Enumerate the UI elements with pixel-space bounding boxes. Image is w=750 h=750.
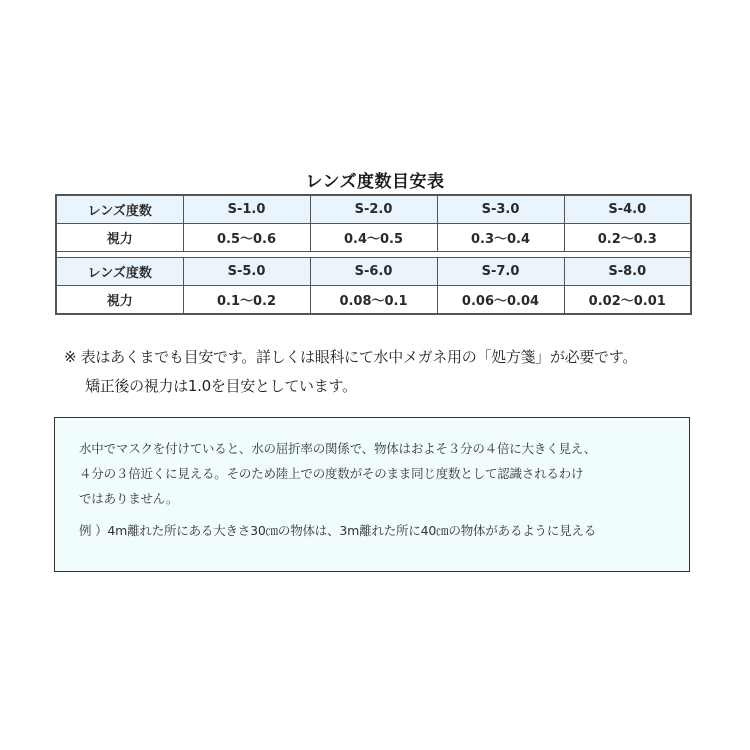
vision-cell: 0.2〜0.3: [564, 224, 691, 252]
power-cell: S-8.0: [564, 258, 691, 286]
vision-cell: 0.1〜0.2: [183, 286, 310, 315]
note-line: ※ 表はあくまでも目安です。詳しくは眼科にて水中メガネ用の「処方箋」が必要です。: [64, 348, 637, 366]
power-cell: S-7.0: [437, 258, 564, 286]
explanation-line: ４分の３倍近くに見える。そのため陸上での度数がそのまま同じ度数として認識されるわけ: [79, 466, 584, 481]
lens-power-table: [55, 194, 692, 315]
table-row-power: [56, 195, 691, 224]
row-label-vision: 視力: [56, 224, 183, 252]
vision-cell: 0.4〜0.5: [310, 224, 437, 252]
power-cell: S-5.0: [183, 258, 310, 286]
vision-cell: 0.08〜0.1: [310, 286, 437, 315]
vision-cell: 0.06〜0.04: [437, 286, 564, 315]
table-row-vision: [56, 224, 691, 252]
vision-cell: 0.3〜0.4: [437, 224, 564, 252]
note-line: 矯正後の視力は1.0を目安としています。: [85, 377, 357, 395]
row-label-vision: 視力: [56, 286, 183, 315]
table-row-vision: [56, 286, 691, 315]
disclaimer-notes: [64, 343, 637, 401]
row-label-power: レンズ度数: [56, 258, 183, 286]
power-cell: S-3.0: [437, 195, 564, 224]
power-cell: S-1.0: [183, 195, 310, 224]
explanation-line: 水中でマスクを付けていると、水の屈折率の関係で、物体はおよそ３分の４倍に大きく見え、: [79, 441, 597, 456]
vision-cell: 0.02〜0.01: [564, 286, 691, 315]
power-cell: S-4.0: [564, 195, 691, 224]
table-row-power: [56, 258, 691, 286]
explanation-line: ではありません。: [79, 491, 179, 506]
vision-cell: 0.5〜0.6: [183, 224, 310, 252]
example-line: 例 ）4m離れた所にある大きさ30㎝の物体は、3m離れた所に40㎝の物体があるように見える: [79, 523, 597, 538]
power-cell: S-6.0: [310, 258, 437, 286]
explanation-box: [54, 417, 690, 572]
row-label-power: レンズ度数: [56, 195, 183, 224]
page-title: レンズ度数目安表: [305, 172, 445, 192]
power-cell: S-2.0: [310, 195, 437, 224]
